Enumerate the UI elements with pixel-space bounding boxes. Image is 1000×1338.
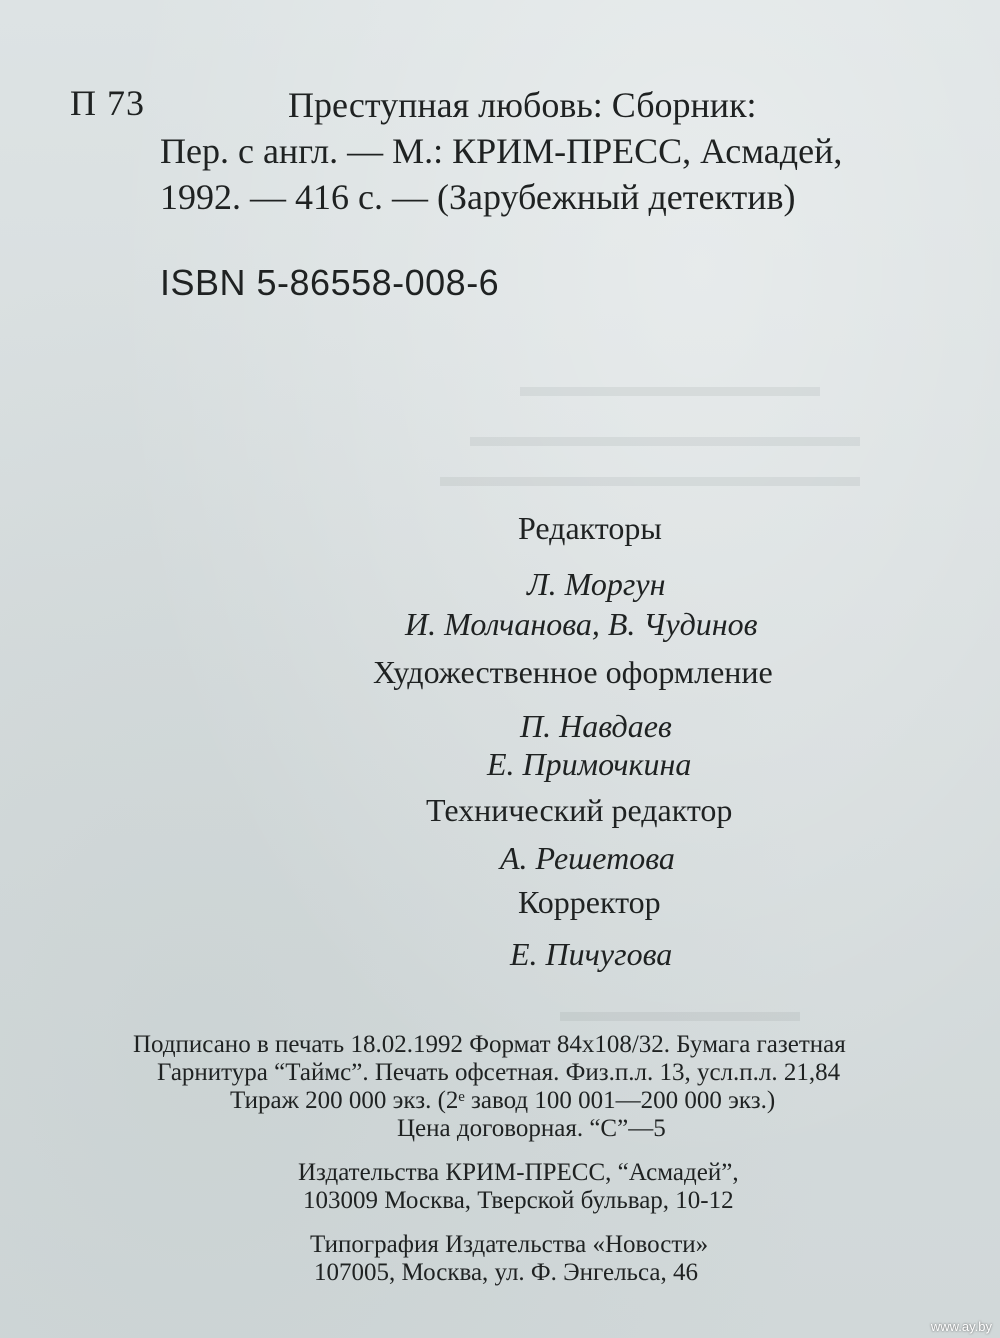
corrector-heading: Корректор — [518, 884, 661, 920]
imprint-line: Цена договорная. “С”—5 — [397, 1115, 666, 1142]
bib-line-year: 1992. — 416 с. — (Зарубежный детектив) — [160, 177, 796, 217]
editor-name: Л. Моргун — [527, 566, 666, 602]
printer-address: 107005, Москва, ул. Ф. Энгельса, 46 — [314, 1259, 698, 1286]
art-design-heading: Художественное оформление — [373, 654, 773, 690]
show-through-texture: ▬▬▬▬▬▬▬▬▬▬▬▬▬▬ — [440, 460, 860, 493]
editors-heading: Редакторы — [518, 510, 662, 546]
artist-name: П. Навдаев — [520, 708, 672, 744]
publisher-line: Издательства КРИМ-ПРЕСС, “Асмадей”, — [298, 1159, 739, 1186]
tech-editor-name: А. Решетова — [500, 840, 675, 876]
publisher-address: 103009 Москва, Тверской бульвар, 10-12 — [303, 1187, 734, 1214]
printer-line: Типография Издательства «Новости» — [310, 1231, 709, 1258]
tech-editor-heading: Технический редактор — [426, 792, 733, 828]
corrector-name: Е. Пичугова — [510, 936, 673, 972]
artist-name: Е. Примочкина — [487, 746, 692, 782]
imprint-line: Гарнитура “Таймс”. Печать офсетная. Физ.п.л. 13, усл.п.л. 21,84 — [157, 1059, 841, 1086]
imprint-line: Подписано в печать 18.02.1992 Формат 84х108/32. Бумага газетная — [133, 1031, 846, 1058]
catalog-code: П 73 — [70, 83, 145, 123]
isbn: ISBN 5-86558-008-6 — [160, 262, 500, 303]
show-through-texture: ▬▬▬▬▬▬▬▬▬▬▬▬▬ — [470, 420, 860, 453]
bibliographic-description — [160, 82, 842, 220]
show-through-texture: ▬▬▬▬▬▬▬▬ — [560, 995, 800, 1028]
show-through-texture: ▬▬▬▬▬▬▬▬▬▬ — [520, 370, 820, 403]
bib-line-title: Преступная любовь: Сборник: — [288, 85, 757, 125]
site-watermark: www.ay.by — [930, 1319, 992, 1334]
imprint-line: Тираж 200 000 экз. (2ᵉ завод 100 001—200 000 экз.) — [230, 1087, 776, 1114]
bib-line-publisher: Пер. с англ. — М.: КРИМ-ПРЕСС, Асмадей, — [160, 131, 843, 171]
editor-names: И. Молчанова, В. Чудинов — [405, 606, 758, 642]
